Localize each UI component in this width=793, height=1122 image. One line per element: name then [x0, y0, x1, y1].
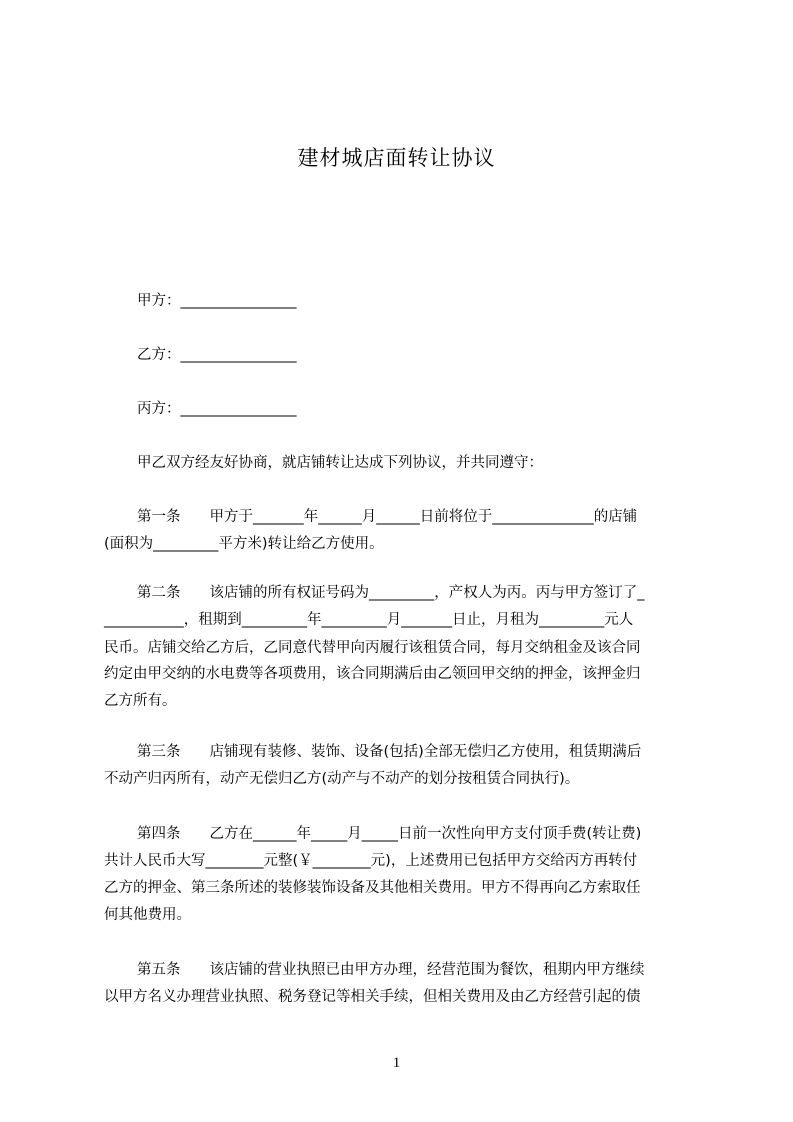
article-line: 乙方所有。: [104, 693, 177, 709]
article-line: 第一条 甲方于_______年______月______日前将位于______________的店铺: [137, 509, 638, 525]
party-c-line: 丙方：________________: [137, 401, 297, 417]
article-line: 第五条 该店铺的营业执照已由甲方办理，经营范围为餐饮，租期内甲方继续: [137, 962, 645, 978]
article-line: 共计人民币大写________元整(￥________元)，上述费用已包括甲方交给丙方再转付: [104, 853, 638, 869]
party-b-line: 乙方：________________: [137, 347, 297, 363]
article-line: 约定由甲交纳的水电费等各项费用，该合同期满后由乙领回甲交纳的押金，该押金归: [104, 666, 641, 682]
article-line: 第三条 店铺现有装修、装饰、设备(包括)全部无偿归乙方使用，租赁期满后: [137, 744, 642, 760]
article-line: 以甲方名义办理营业执照、税务登记等相关手续，但相关费用及由乙方经营引起的债: [104, 989, 641, 1005]
article-line: 第二条 该店铺的所有权证号码为_________，产权人为丙。丙与甲方签订了_: [137, 585, 645, 601]
page-number: 1: [392, 1055, 401, 1071]
intro-paragraph: 甲乙双方经友好协商，就店铺转让达成下列协议，并共同遵守：: [137, 455, 543, 471]
document-title: 建材城店面转让协议: [297, 146, 496, 170]
article-line: 第四条 乙方在______年_____月_____日前一次性向甲方支付顶手费(转让费): [137, 826, 642, 842]
article-line: 民币。店铺交给乙方后，乙同意代替甲向丙履行该租赁合同，每月交纳租金及该合同: [104, 640, 641, 656]
party-a-line: 甲方：________________: [137, 293, 297, 309]
article-line: 不动产归丙所有，动产无偿归乙方(动产与不动产的划分按租赁合同执行)。: [104, 771, 580, 787]
article-line: 乙方的押金、第三条所述的装修装饰设备及其他相关费用。甲方不得再向乙方索取任: [104, 880, 641, 896]
article-line: ___________，租期到_________年_________月_______日止，月租为_________元人: [104, 612, 634, 628]
article-line: (面积为_________平方米)转让给乙方使用。: [104, 536, 384, 552]
article-line: 何其他费用。: [104, 907, 191, 923]
